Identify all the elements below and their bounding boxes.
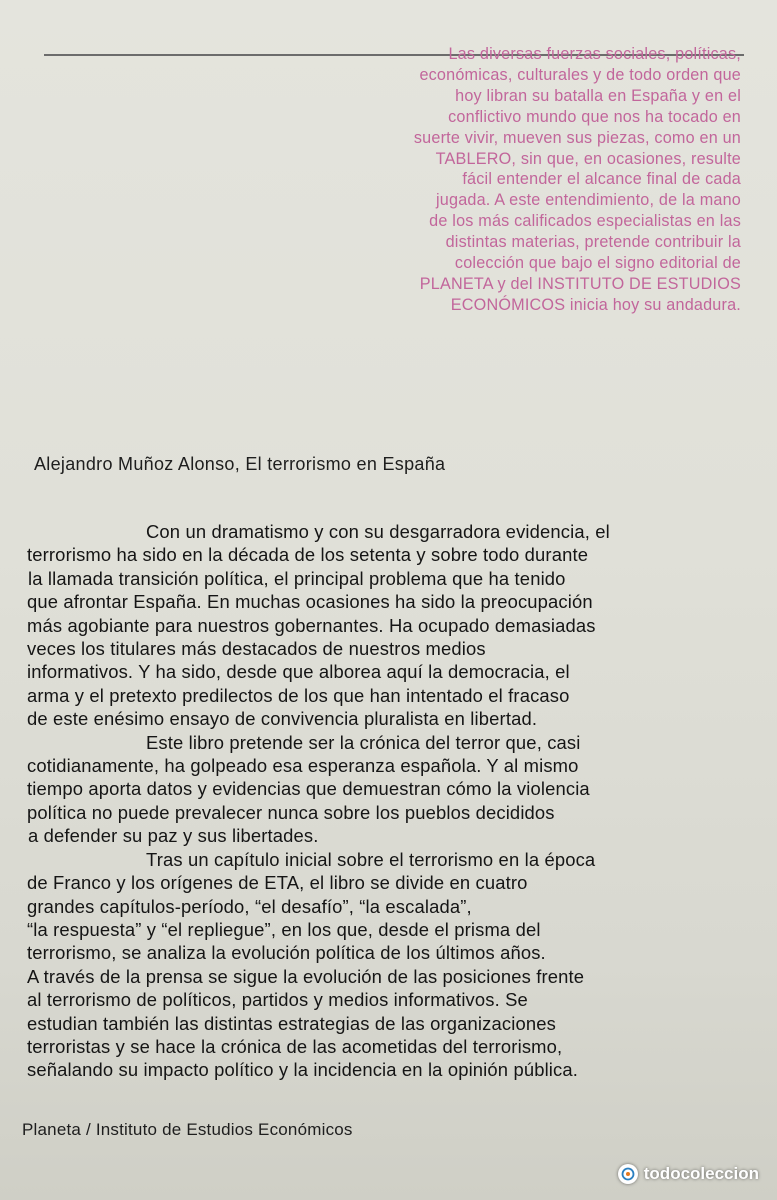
synopsis-line: al terrorismo de políticos, partidos y medios informativos. Se xyxy=(27,989,528,1011)
synopsis-line: señalando su impacto político y la incidencia en la opinión pública. xyxy=(27,1059,579,1081)
synopsis-line: grandes capítulos-período, “el desafío”, “la escalada”, xyxy=(27,895,472,917)
synopsis-line: arma y el pretexto predilectos de los que han intentado el fracaso xyxy=(27,684,570,706)
synopsis-line: cotidianamente, ha golpeado esa esperanza española. Y al mismo xyxy=(27,755,579,777)
intro-line: colección que bajo el signo editorial de xyxy=(454,254,741,273)
synopsis-line: Con un dramatismo y con su desgarradora evidencia, el xyxy=(146,521,610,542)
intro-line: PLANETA y del INSTITUTO DE ESTUDIOS xyxy=(419,274,741,293)
synopsis-line: Este libro pretende ser la crónica del terror que, casi xyxy=(146,731,581,753)
synopsis-line: de Franco y los orígenes de ETA, el libro se divide en cuatro xyxy=(27,872,528,894)
synopsis-line: terrorismo, se analiza la evolución política de los últimos años. xyxy=(27,942,546,964)
intro-line: TABLERO, sin que, en ocasiones, resulte xyxy=(435,149,741,168)
intro-line: conflictivo mundo que nos ha tocado en xyxy=(448,107,741,126)
synopsis-line: Tras un capítulo inicial sobre el terrorismo en la época xyxy=(146,848,596,870)
book-synopsis xyxy=(18,520,777,1082)
synopsis-line: de este enésimo ensayo de convivencia pluralista en libertad. xyxy=(27,708,538,730)
synopsis-line: terroristas y se hace la crónica de las acometidas del terrorismo, xyxy=(27,1035,563,1057)
collection-intro-text xyxy=(311,44,741,316)
synopsis-line: “la respuesta” y “el repliegue”, en los que, desde el prisma del xyxy=(27,918,541,940)
synopsis-line: tiempo aporta datos y evidencias que demuestran cómo la violencia xyxy=(27,778,590,800)
intro-line: fácil entender el alcance final de cada xyxy=(462,170,741,189)
intro-line: económicas, culturales y de todo orden que xyxy=(419,65,741,84)
intro-line: suerte vivir, mueven sus piezas, como en un xyxy=(413,128,741,147)
synopsis-line: terrorismo ha sido en la década de los setenta y sobre todo durante xyxy=(27,544,589,566)
synopsis-line: más agobiante para nuestros gobernantes. Ha ocupado demasiadas xyxy=(27,614,596,636)
intro-line: Las diversas fuerzas sociales, políticas, xyxy=(448,45,741,63)
synopsis-line: que afrontar España. En muchas ocasiones ha sido la preocupación xyxy=(27,591,593,613)
synopsis-line: la llamada transición política, el principal problema que ha tenido xyxy=(28,567,566,589)
synopsis-line: estudian también las distintas estrategias de las organizaciones xyxy=(27,1012,556,1034)
site-watermark xyxy=(618,1164,759,1184)
intro-line: hoy libran su batalla en España y en el xyxy=(455,86,741,105)
intro-line: ECONÓMICOS inicia hoy su andadura. xyxy=(450,295,741,314)
synopsis-line: a defender su paz y sus libertades. xyxy=(28,825,319,847)
todocoleccion-logo-icon xyxy=(618,1164,638,1184)
intro-line: distintas materias, pretende contribuir la xyxy=(445,233,741,252)
synopsis-line: informativos. Y ha sido, desde que alborea aquí la democracia, el xyxy=(27,661,570,683)
synopsis-line: veces los titulares más destacados de nuestros medios xyxy=(27,638,486,660)
synopsis-line: política no puede prevalecer nunca sobre los pueblos decididos xyxy=(27,801,555,823)
author-title-line: Alejandro Muñoz Alonso, El terrorismo en España xyxy=(34,454,446,474)
synopsis-line: A través de la prensa se sigue la evolución de las posiciones frente xyxy=(27,965,585,987)
watermark-text: todocoleccion xyxy=(643,1164,759,1183)
intro-line: jugada. A este entendimiento, de la mano xyxy=(436,191,741,210)
intro-line: de los más calificados especialistas en las xyxy=(429,212,741,231)
publisher-imprint: Planeta / Instituto de Estudios Económicos xyxy=(22,1120,353,1139)
